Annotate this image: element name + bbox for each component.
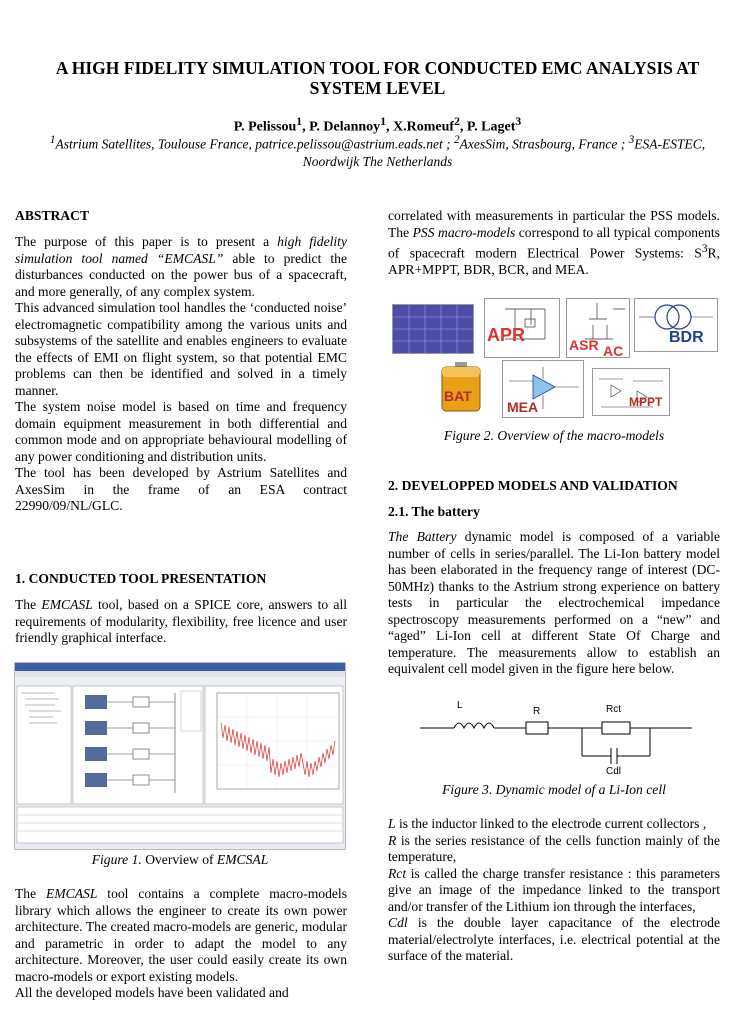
pss-c: R, APR+MPPT, BDR, BCR, and MEA.	[388, 245, 720, 278]
figure-1-screenshot	[14, 662, 346, 850]
emcsal-window-illustration	[15, 663, 345, 849]
fig1-cap-b: Overview of	[141, 852, 217, 867]
affil-2: AxesSim, Strasbourg, France ;	[459, 136, 629, 152]
resistor-Rct	[602, 722, 630, 734]
message-log	[17, 807, 343, 843]
s1-p2-a: The	[15, 886, 47, 901]
abstract-p1-em: high fidelity simulation tool named “EMCASL”	[15, 234, 347, 266]
figure-3-circuit	[410, 694, 700, 780]
abstract-heading: ABSTRACT	[15, 208, 90, 223]
def-L-term: L	[388, 816, 396, 831]
asr-label: ASR	[569, 337, 599, 353]
pss-em: PSS macro-models	[412, 224, 516, 240]
mea-model	[502, 360, 584, 418]
solar-array-image	[392, 304, 474, 354]
author-4: P. Laget	[466, 119, 516, 135]
def-Cdl	[388, 915, 720, 965]
s1-p1-em: EMCASL	[41, 597, 93, 612]
figure-1-caption	[15, 852, 345, 868]
s1-p1-b: tool, based on a SPICE core, answers to all requirements of modularity, flexibility, free licence and user friendly graphical interface.	[15, 597, 347, 645]
def-Cdl-text: is the double layer capacitance of the electrode material/electrolyte interfaces, i.e. electrical potential at the surface of the material.	[388, 915, 720, 963]
label-Rct: Rct	[606, 704, 621, 715]
author-1: P. Pelissou	[233, 119, 297, 135]
s1-p1-a: The	[15, 597, 42, 612]
battery-icon	[438, 362, 484, 412]
affiliations	[20, 132, 735, 170]
def-Rct-term: Rct	[388, 865, 407, 881]
def-R-term: R	[388, 832, 397, 848]
affil-sup-3: 3	[628, 134, 635, 146]
inductor-L	[454, 723, 494, 728]
bat-label: BAT	[444, 388, 472, 404]
paper-title: A HIGH FIDELITY SIMULATION TOOL FOR CONDUCTED EMC ANALYSIS AT SYSTEM LEVEL	[55, 58, 700, 98]
section-2-heading: 2. DEVELOPPED MODELS AND VALIDATION	[388, 478, 678, 493]
right-column-continuation	[388, 208, 720, 279]
ac-label: AC	[603, 343, 624, 359]
abstract-p1	[15, 234, 347, 300]
window-titlebar	[15, 663, 345, 671]
mea-label: MEA	[507, 399, 539, 415]
label-Cdl: Cdl	[606, 766, 622, 777]
pss-sup: 3	[701, 243, 708, 255]
abstract-p1-a: The purpose of this paper is to present a	[15, 234, 278, 249]
battery-p1	[388, 529, 720, 678]
solar-grid	[393, 305, 473, 353]
project-tree	[17, 686, 71, 804]
subsection-2-1-heading: 2.1. The battery	[388, 504, 480, 519]
author-3-sup: 2	[454, 115, 460, 128]
def-L-text: is the inductor linked to the electrode current collectors ,	[395, 816, 707, 831]
li-ion-cell-schematic	[410, 694, 700, 780]
affil-sup-1: 1	[49, 134, 56, 146]
mppt-label: MPPT	[629, 395, 663, 409]
label-L: L	[457, 700, 463, 711]
s1-p2-em: EMCASL	[46, 886, 98, 901]
pss-a: correlated with measurements in particular the PSS models. The	[388, 208, 720, 240]
battery-text: dynamic model is composed of a variable number of cells in series/parallel. The Li-Ion battery model has been elaborated in the frequency range of interest (DC-50MHz) thanks to the Astrium strong experience on battery tests in particular the electrochemical impedance spectroscopy measurements performed on a “new” and “aged” Li-Ion cell at different State Of Charge and temperature. The measurements allow to establish an equivalent cell model given in the figure here below.	[388, 529, 720, 676]
affil-1: Astrium Satellites, Toulouse France, patrice.pelissou@astrium.eads.net ;	[55, 136, 455, 152]
author-list: P. Pelissou$^1$, P. Delannoy$^1$, X.Romeuf$^2$, P. Laget$^3$	[233, 115, 522, 135]
def-Cdl-term: Cdl	[388, 915, 408, 930]
section-1-p2	[15, 886, 347, 985]
battery-paragraph	[388, 529, 720, 678]
bat-model	[438, 362, 484, 412]
pss-b: correspond to all typical components of spacecraft modern Electrical Power Systems: S	[388, 224, 720, 261]
resistor-R	[526, 722, 548, 734]
fig1-cap-em: EMCSAL	[216, 852, 269, 867]
def-Rct	[388, 866, 720, 916]
def-L	[388, 816, 720, 833]
abstract-p2: This advanced simulation tool handles the ‘conducted noise’ electromagnetic compatibility among the various units and subsystems of the satellite and enables engineers to evaluate the effects of EMI on flight system, so that potential EMC problems can then be identified and solved in a timely manner.	[15, 300, 347, 398]
figure-2-caption: Figure 2. Overview of the macro-models	[443, 428, 665, 443]
section-1-intro	[15, 597, 347, 647]
author-1-sup: 1	[296, 115, 303, 128]
abstract-body	[15, 234, 347, 515]
mppt-model	[592, 368, 670, 416]
affil-sup-2: 2	[454, 134, 460, 146]
window-menubar	[15, 671, 345, 677]
pss-paragraph	[388, 208, 720, 279]
def-Rct-text: is called the charge transfer resistance : this parameters give an image of the impedance linked to the transport and/or transfer of the Lithium ion through the interfaces,	[388, 865, 720, 914]
fig1-cap-a: Figure 1.	[91, 852, 142, 867]
def-R-text: is the series resistance of the cells function mainly of the temperature,	[388, 832, 720, 864]
section-1-p3: All the developed models have been validated and	[15, 985, 289, 1000]
section-1-body	[15, 886, 347, 1002]
author-3: X.Romeuf	[393, 119, 455, 135]
author-4-sup: 3	[515, 115, 522, 128]
apr-model	[484, 298, 560, 358]
abstract-p1-b: able to predict the disturbances conducted on the power bus of a spacecraft, and more generally, of any complex system.	[15, 250, 347, 299]
section-1-heading: 1. CONDUCTED TOOL PRESENTATION	[15, 571, 267, 586]
window-toolbar	[15, 677, 345, 684]
s1-p2-b: tool contains a complete macro-models library which allows the engineer to create its own power architecture. The created macro-models are generic, modular and parametric in order to adapt the model to any architecture. Moreover, the user could easily create its own macro-models or export existing models.	[15, 886, 347, 984]
affil-3: ESA-ESTEC, Noordwijk The Netherlands	[302, 136, 706, 169]
apr-label: APR	[487, 325, 526, 345]
battery-em: The Battery	[388, 529, 457, 544]
abstract-p3: The system noise model is based on time and frequency domain equipment measurement in both differential and common mode and on appropriate behavioural modelling of any power conditioning and distribution units.	[15, 399, 347, 464]
asr-model	[566, 298, 630, 358]
bdr-model	[634, 298, 718, 352]
abstract-p4: The tool has been developed by Astrium Satellites and AxesSim in the frame of an ESA contract 22990/09/NL/GLC.	[15, 465, 347, 513]
author-2: P. Delannoy	[309, 119, 381, 135]
author-2-sup: 1	[380, 115, 387, 128]
label-R: R	[533, 706, 541, 717]
parameter-definitions	[388, 816, 720, 965]
section-1-p1	[15, 597, 347, 647]
bdr-label: BDR	[669, 329, 704, 346]
figure-3-caption: Figure 3. Dynamic model of a Li-Ion cell	[442, 782, 666, 797]
def-R	[388, 833, 720, 866]
figure-2-macro-models	[390, 296, 720, 420]
